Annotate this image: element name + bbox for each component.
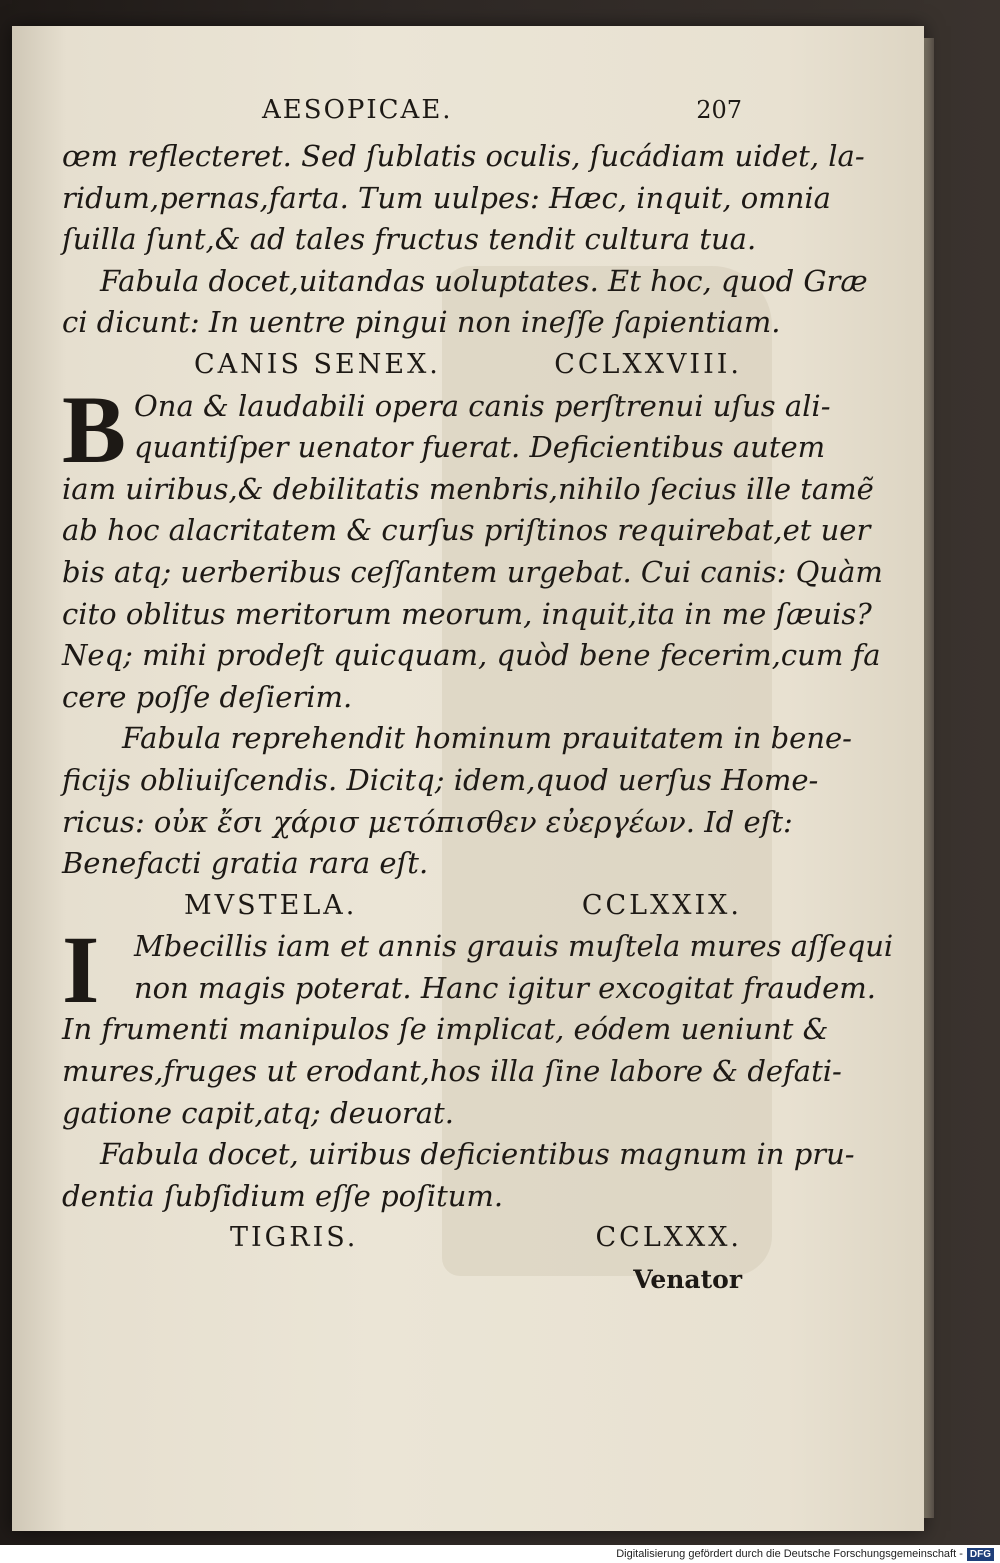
fable-title: CANIS SENEX. (194, 348, 441, 380)
text-line: ridum,pernas,farta. Tum uulpes: Hæc, inquit, omnia (62, 180, 831, 215)
running-title: AESOPICAE. (262, 95, 453, 125)
text-line: bis atq; uerberibus ceſſantem urgebat. Cui canis: Quàm (62, 554, 883, 589)
fable-number: CCLXXX. (595, 1222, 742, 1254)
text-line: In frumenti manipulos ſe implicat, eódem ueniunt & (62, 1012, 829, 1047)
fable-number: CCLXXIX. (581, 889, 742, 921)
text-line: œm reflecteret. Sed ſublatis oculis, ſucádiam uidet, la- (62, 139, 865, 173)
text-line: quantiſper uenator fuerat. Deficientibus autem (134, 430, 826, 465)
text-line: Neq; mihi prodeſt quicquam, quòd bene fecerim,cum fa (62, 638, 881, 673)
fable-number: CCLXXVIII. (554, 348, 742, 380)
catchword: Venator (633, 1265, 742, 1295)
text-line: iam uiribus,& debilitatis menbris,nihilo ſecius ille tamẽ (62, 471, 874, 506)
text-line: ſuilla ſunt,& ad tales fructus tendit cultura tua. (62, 222, 757, 257)
text-line: cere poſſe deſierim. (62, 679, 353, 714)
moral-line: ricus: οὐκ ἔσι χάρισ μετόπισθεν εὐεργέων. Id eſt: (62, 804, 793, 839)
moral-line: Fabula docet, uiribus deficientibus magnum in pru- (100, 1137, 855, 1172)
drop-cap: B (62, 375, 127, 483)
moral-line: dentia ſubſidium eſſe poſitum. (62, 1178, 504, 1213)
text-line: cito oblitus meritorum meorum, inquit,ita in me ſæuis? (62, 596, 872, 631)
fable-title: MVSTELA. (184, 889, 358, 921)
drop-cap: I (62, 916, 100, 1024)
footer-credit: Digitalisierung gefördert durch die Deutsche Forschungsgemeinschaft - (616, 1548, 963, 1560)
moral-line: ci dicunt: In uentre pingui non ineſſe ſapientiam. (62, 305, 781, 340)
moral-line: Benefacti gratia rara eſt. (62, 846, 429, 881)
dfg-logo: DFG (967, 1548, 994, 1561)
page-edge (924, 38, 934, 1518)
page-text (62, 90, 894, 1301)
moral-line: ficijs obliuiſcendis. Dicitq; idem,quod uerſus Home- (62, 762, 819, 797)
moral-line: Fabula reprehendit hominum prauitatem in bene- (122, 721, 852, 756)
fable-body (62, 916, 894, 1024)
text-line: Ona & laudabili opera canis perſtrenui uſus ali- (134, 388, 831, 423)
running-header (262, 90, 742, 126)
text-line: mures,fruges ut erodant,hos illa ſine labore & defati- (62, 1054, 842, 1089)
text-line: gatione capit,atq; deuorat. (62, 1095, 454, 1130)
fable-heading (62, 1217, 742, 1259)
moral-line: Fabula docet,uitandas uoluptates. Et hoc, quod Græ (100, 263, 868, 298)
fable-body (62, 375, 831, 483)
page-number: 207 (696, 96, 742, 124)
digitization-footer (0, 1545, 1000, 1563)
fable-heading (62, 885, 742, 927)
text-line: Mbecillis iam et annis grauis muſtela mures aſſequi (134, 929, 894, 964)
text-line: ab hoc alacritatem & curſus priſtinos requirebat,et uer (62, 513, 871, 548)
fable-heading (62, 344, 742, 386)
fable-title: TIGRIS. (230, 1222, 359, 1254)
text-line: non magis poterat. Hanc igitur excogitat fraudem. (134, 970, 876, 1005)
